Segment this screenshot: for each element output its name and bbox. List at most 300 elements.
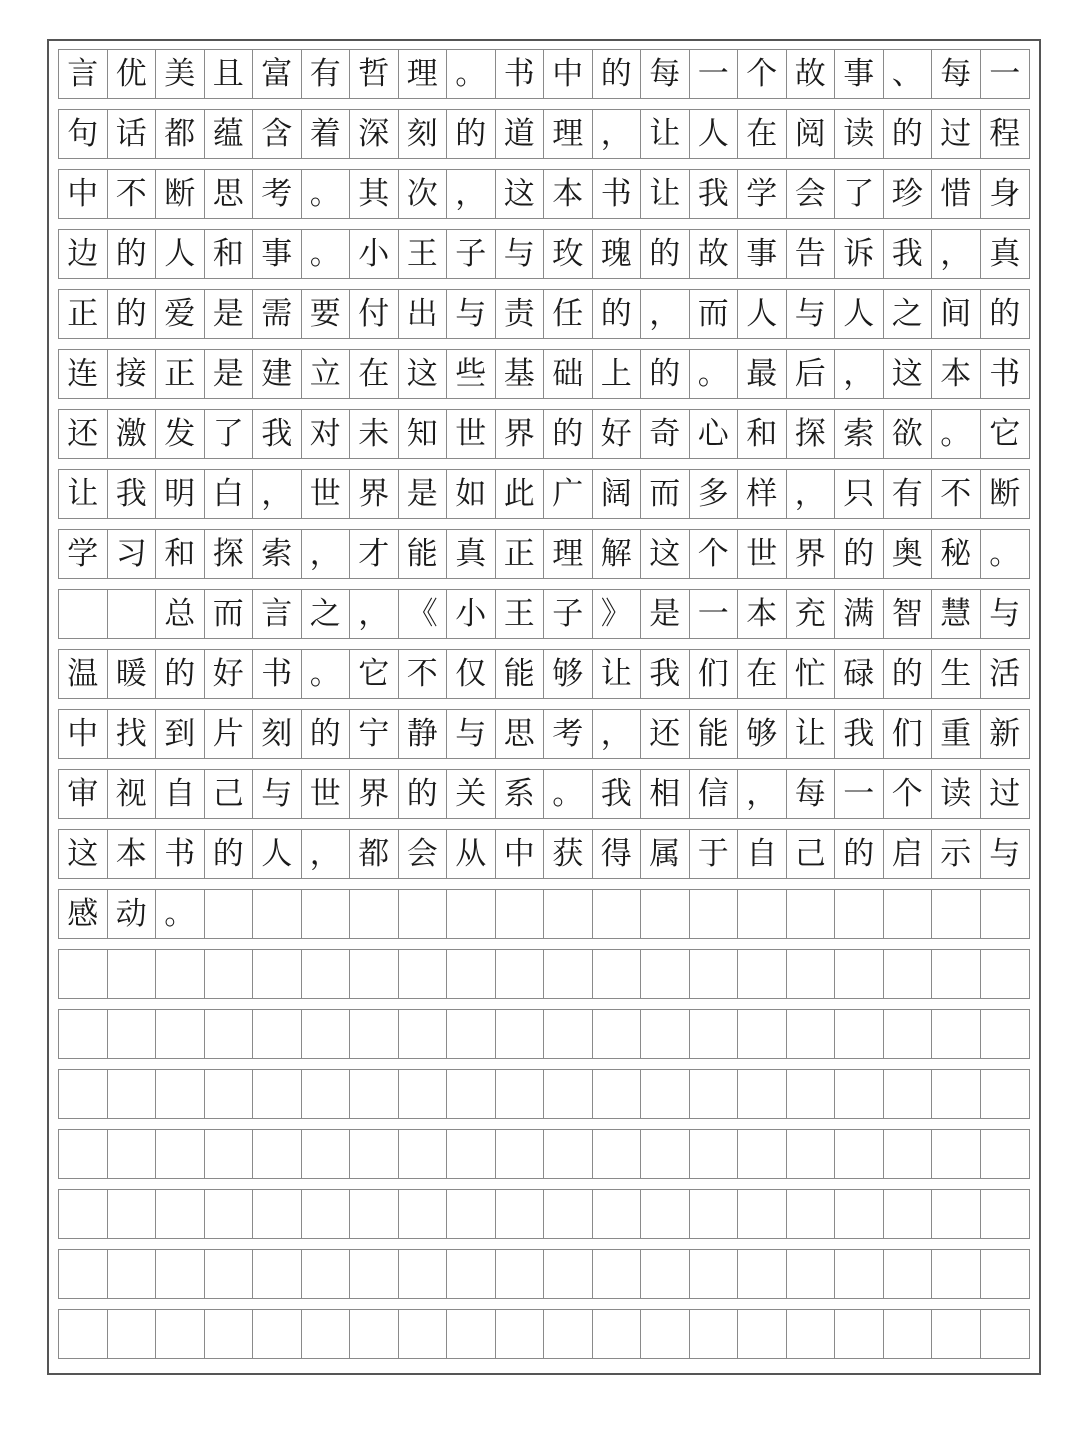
grid-cell — [205, 950, 254, 998]
grid-cell: 己 — [787, 830, 836, 878]
grid-cell: 智 — [884, 590, 933, 638]
grid-cell: 与 — [447, 290, 496, 338]
grid-cell: 生 — [932, 650, 981, 698]
grid-cell: 。 — [989, 535, 1021, 572]
grid-cell: 让 — [641, 170, 690, 218]
grid-cell: 不 — [399, 650, 448, 698]
grid-cell: 这 — [884, 350, 933, 398]
grid-cell: 任 — [544, 290, 593, 338]
grid-cell — [108, 1070, 157, 1118]
grid-cell: 奇 — [641, 410, 690, 458]
grid-cell — [302, 890, 351, 938]
grid-cell — [399, 950, 448, 998]
grid-cell: ， — [738, 770, 787, 818]
grid-cell — [544, 1310, 593, 1358]
grid-cell — [108, 1010, 157, 1058]
grid-cell — [399, 1190, 448, 1238]
grid-cell — [156, 1010, 205, 1058]
grid-cell: 静 — [399, 710, 448, 758]
grid-cell: 和 — [738, 410, 787, 458]
grid-cell — [447, 1070, 496, 1118]
grid-cell — [205, 1010, 254, 1058]
grid-cell — [738, 1250, 787, 1298]
grid-cell: 》 — [593, 590, 642, 638]
grid-cell — [932, 1310, 981, 1358]
grid-cell: ， — [253, 470, 302, 518]
grid-cell — [884, 1070, 933, 1118]
grid-cell — [447, 1190, 496, 1238]
grid-cell: 和 — [156, 530, 205, 578]
grid-row — [58, 709, 1030, 759]
grid-cell — [156, 1310, 205, 1358]
grid-cell — [205, 1250, 254, 1298]
grid-cell: 这 — [641, 530, 690, 578]
grid-cell: 书 — [989, 355, 1021, 392]
grid-cell: 些 — [447, 350, 496, 398]
grid-cell — [350, 1310, 399, 1358]
grid-cell: 过 — [989, 775, 1021, 812]
grid-cell — [544, 1070, 593, 1118]
grid-cell: 句 — [59, 110, 108, 158]
grid-cell: 探 — [205, 530, 254, 578]
grid-cell — [787, 1130, 836, 1178]
grid-cell: 事 — [253, 230, 302, 278]
grid-cell: 到 — [156, 710, 205, 758]
grid-cell: ， — [787, 470, 836, 518]
grid-cell: 言 — [253, 590, 302, 638]
grid-cell: 自 — [738, 830, 787, 878]
grid-cell: 己 — [205, 770, 254, 818]
grid-cell — [787, 1010, 836, 1058]
grid-cell: 理 — [399, 50, 448, 98]
grid-cell — [350, 1250, 399, 1298]
grid-cell: 过 — [932, 110, 981, 158]
grid-cell: 中 — [544, 50, 593, 98]
grid-cell — [835, 1130, 884, 1178]
grid-cell: 含 — [253, 110, 302, 158]
grid-cell: 后 — [787, 350, 836, 398]
grid-cell — [787, 1190, 836, 1238]
grid-cell — [544, 1130, 593, 1178]
grid-cell — [641, 1070, 690, 1118]
grid-cell — [690, 950, 739, 998]
grid-cell: 相 — [641, 770, 690, 818]
grid-cell — [253, 950, 302, 998]
grid-cell: 故 — [787, 50, 836, 98]
grid-cell: 最 — [738, 350, 787, 398]
grid-cell: ， — [835, 350, 884, 398]
grid-cell: 理 — [544, 530, 593, 578]
grid-cell: 每 — [787, 770, 836, 818]
grid-cell: 让 — [787, 710, 836, 758]
grid-cell — [932, 1070, 981, 1118]
grid-cell — [447, 950, 496, 998]
grid-cell — [641, 1130, 690, 1178]
grid-cell: 出 — [399, 290, 448, 338]
grid-cell: 与 — [447, 710, 496, 758]
grid-cell: 其 — [350, 170, 399, 218]
grid-cell — [981, 1310, 1030, 1358]
grid-cell: 言 — [59, 50, 108, 98]
grid-cell: 能 — [690, 710, 739, 758]
grid-cell: 书 — [253, 650, 302, 698]
grid-cell — [981, 950, 1030, 998]
grid-cell: 一 — [690, 50, 739, 98]
grid-cell: 事 — [835, 50, 884, 98]
grid-cell: 够 — [738, 710, 787, 758]
grid-cell: 充 — [787, 590, 836, 638]
grid-cell: 启 — [884, 830, 933, 878]
grid-cell — [738, 890, 787, 938]
grid-cell — [59, 1010, 108, 1058]
grid-cell: 获 — [544, 830, 593, 878]
grid-cell: 我 — [641, 650, 690, 698]
grid-cell: 审 — [59, 770, 108, 818]
grid-cell: 才 — [350, 530, 399, 578]
grid-cell: 在 — [738, 110, 787, 158]
grid-cell — [156, 1070, 205, 1118]
grid-cell: 本 — [738, 590, 787, 638]
grid-cell: 界 — [350, 470, 399, 518]
grid-cell — [108, 1250, 157, 1298]
grid-cell: 多 — [690, 470, 739, 518]
grid-cell: 的 — [544, 410, 593, 458]
grid-cell: 断 — [156, 170, 205, 218]
grid-cell — [496, 890, 545, 938]
grid-cell: 学 — [738, 170, 787, 218]
grid-row — [58, 1009, 1030, 1059]
grid-cell — [884, 890, 933, 938]
grid-cell: 思 — [496, 710, 545, 758]
grid-cell: 样 — [738, 470, 787, 518]
grid-cell: 一 — [989, 55, 1021, 92]
grid-cell: 广 — [544, 470, 593, 518]
grid-cell — [253, 1310, 302, 1358]
grid-cell: 属 — [641, 830, 690, 878]
grid-cell: 。 — [932, 410, 981, 458]
grid-cell: 付 — [350, 290, 399, 338]
grid-cell: 阔 — [593, 470, 642, 518]
grid-cell — [593, 1310, 642, 1358]
grid-cell: 碌 — [835, 650, 884, 698]
grid-cell — [738, 1070, 787, 1118]
grid-cell — [496, 1010, 545, 1058]
grid-cell: 白 — [205, 470, 254, 518]
grid-row — [58, 169, 1030, 219]
grid-cell: 温 — [59, 650, 108, 698]
grid-cell: 而 — [641, 470, 690, 518]
grid-cell: 让 — [59, 470, 108, 518]
grid-cell: 探 — [787, 410, 836, 458]
grid-cell — [593, 950, 642, 998]
grid-cell — [302, 1070, 351, 1118]
grid-cell — [835, 1070, 884, 1118]
grid-cell: 。 — [447, 50, 496, 98]
grid-cell: 书 — [496, 50, 545, 98]
grid-cell: 了 — [835, 170, 884, 218]
grid-cell: 断 — [989, 475, 1021, 512]
grid-cell: 王 — [496, 590, 545, 638]
grid-cell: 阅 — [787, 110, 836, 158]
grid-cell — [738, 1310, 787, 1358]
grid-cell — [641, 950, 690, 998]
grid-cell — [253, 890, 302, 938]
grid-cell: 接 — [108, 350, 157, 398]
grid-cell — [108, 1130, 157, 1178]
grid-cell — [787, 1250, 836, 1298]
grid-cell: 在 — [738, 650, 787, 698]
grid-cell: 诉 — [835, 230, 884, 278]
grid-row — [58, 49, 1030, 99]
grid-cell — [253, 1010, 302, 1058]
grid-cell: 们 — [884, 710, 933, 758]
grid-cell — [302, 1250, 351, 1298]
grid-row — [58, 949, 1030, 999]
grid-cell: ， — [302, 530, 351, 578]
grid-cell: 立 — [302, 350, 351, 398]
grid-cell — [205, 890, 254, 938]
grid-cell — [447, 1250, 496, 1298]
grid-cell: 。 — [302, 230, 351, 278]
grid-cell: 个 — [884, 770, 933, 818]
grid-cell: 着 — [302, 110, 351, 158]
grid-cell: 真 — [989, 235, 1021, 272]
grid-cell — [835, 890, 884, 938]
grid-cell — [738, 1130, 787, 1178]
grid-cell: 人 — [738, 290, 787, 338]
grid-cell: 新 — [989, 715, 1021, 752]
grid-cell — [835, 1010, 884, 1058]
grid-cell: 需 — [253, 290, 302, 338]
grid-cell: 个 — [690, 530, 739, 578]
grid-cell: 上 — [593, 350, 642, 398]
grid-cell: 未 — [350, 410, 399, 458]
grid-cell — [593, 890, 642, 938]
grid-cell: 正 — [156, 350, 205, 398]
grid-cell: 与 — [787, 290, 836, 338]
grid-cell: 信 — [690, 770, 739, 818]
grid-cell: 的 — [399, 770, 448, 818]
grid-cell — [932, 950, 981, 998]
grid-cell: 正 — [496, 530, 545, 578]
grid-cell: 找 — [108, 710, 157, 758]
grid-cell: 动 — [108, 890, 157, 938]
grid-cell: 我 — [593, 770, 642, 818]
grid-cell: 的 — [593, 50, 642, 98]
grid-cell: 这 — [399, 350, 448, 398]
grid-cell: 身 — [989, 175, 1021, 212]
grid-cell: 责 — [496, 290, 545, 338]
grid-cell — [496, 1190, 545, 1238]
grid-cell: 每 — [641, 50, 690, 98]
grid-cell — [884, 1130, 933, 1178]
grid-cell: 小 — [350, 230, 399, 278]
grid-cell: 这 — [496, 170, 545, 218]
grid-cell: 学 — [59, 530, 108, 578]
grid-cell: 而 — [690, 290, 739, 338]
grid-cell: 中 — [496, 830, 545, 878]
grid-cell: 界 — [496, 410, 545, 458]
grid-cell — [932, 1130, 981, 1178]
grid-row — [58, 1249, 1030, 1299]
grid-cell — [205, 1310, 254, 1358]
grid-cell — [981, 1130, 1030, 1178]
grid-row — [58, 289, 1030, 339]
grid-cell: 满 — [835, 590, 884, 638]
grid-cell — [59, 1190, 108, 1238]
grid-cell: 人 — [835, 290, 884, 338]
grid-row — [58, 349, 1030, 399]
grid-cell — [399, 890, 448, 938]
grid-row — [58, 889, 1030, 939]
grid-cell: 道 — [496, 110, 545, 158]
grid-cell: 系 — [496, 770, 545, 818]
grid-cell: 关 — [447, 770, 496, 818]
grid-cell: 程 — [989, 115, 1021, 152]
grid-cell: 王 — [399, 230, 448, 278]
grid-cell — [641, 1190, 690, 1238]
grid-cell — [884, 950, 933, 998]
grid-cell — [302, 1190, 351, 1238]
grid-cell — [496, 1310, 545, 1358]
grid-cell — [690, 1310, 739, 1358]
grid-cell: 的 — [884, 110, 933, 158]
grid-cell: 发 — [156, 410, 205, 458]
grid-cell: 边 — [59, 230, 108, 278]
grid-cell — [981, 890, 1030, 938]
grid-cell: 都 — [156, 110, 205, 158]
grid-cell: 础 — [544, 350, 593, 398]
grid-cell — [835, 950, 884, 998]
grid-cell: 。 — [302, 170, 351, 218]
grid-cell — [59, 1130, 108, 1178]
grid-cell: 。 — [690, 350, 739, 398]
grid-cell — [884, 1190, 933, 1238]
grid-cell: 的 — [108, 230, 157, 278]
grid-cell: 视 — [108, 770, 157, 818]
grid-cell: 之 — [884, 290, 933, 338]
grid-cell: 有 — [302, 50, 351, 98]
grid-cell — [496, 1070, 545, 1118]
grid-cell — [156, 1130, 205, 1178]
grid-cell: ， — [447, 170, 496, 218]
grid-cell: 中 — [59, 710, 108, 758]
grid-cell: 连 — [59, 350, 108, 398]
grid-cell: 还 — [59, 410, 108, 458]
grid-cell — [690, 1190, 739, 1238]
grid-cell: 们 — [690, 650, 739, 698]
grid-cell — [59, 1250, 108, 1298]
grid-cell: 故 — [690, 230, 739, 278]
grid-cell: 瑰 — [593, 230, 642, 278]
grid-cell — [738, 1190, 787, 1238]
grid-cell: 考 — [253, 170, 302, 218]
grid-cell: 世 — [302, 770, 351, 818]
grid-cell — [932, 1190, 981, 1238]
grid-cell: 正 — [59, 290, 108, 338]
grid-cell: 秘 — [932, 530, 981, 578]
grid-cell: 忙 — [787, 650, 836, 698]
writing-grid — [58, 49, 1030, 1369]
grid-cell: 本 — [544, 170, 593, 218]
grid-cell: ， — [641, 290, 690, 338]
grid-cell — [884, 1010, 933, 1058]
grid-cell: 真 — [447, 530, 496, 578]
grid-cell: 与 — [989, 595, 1021, 632]
grid-cell — [447, 1130, 496, 1178]
grid-cell: 此 — [496, 470, 545, 518]
grid-cell: 明 — [156, 470, 205, 518]
grid-cell — [253, 1070, 302, 1118]
grid-cell: 读 — [932, 770, 981, 818]
grid-cell: 它 — [350, 650, 399, 698]
grid-row — [58, 589, 1030, 639]
grid-cell: 是 — [399, 470, 448, 518]
grid-cell: 书 — [156, 830, 205, 878]
grid-cell: 让 — [593, 650, 642, 698]
grid-cell: 能 — [399, 530, 448, 578]
grid-cell: 事 — [738, 230, 787, 278]
grid-cell: 惜 — [932, 170, 981, 218]
grid-cell — [932, 1010, 981, 1058]
grid-cell: 得 — [593, 830, 642, 878]
grid-cell: 话 — [108, 110, 157, 158]
grid-cell — [496, 1250, 545, 1298]
grid-cell: 子 — [447, 230, 496, 278]
grid-cell — [738, 950, 787, 998]
grid-cell: 要 — [302, 290, 351, 338]
grid-cell: 让 — [641, 110, 690, 158]
grid-cell: 的 — [835, 830, 884, 878]
grid-cell: 够 — [544, 650, 593, 698]
grid-cell: 的 — [156, 650, 205, 698]
grid-cell — [544, 950, 593, 998]
grid-cell: 的 — [884, 650, 933, 698]
grid-row — [58, 1129, 1030, 1179]
grid-cell: 自 — [156, 770, 205, 818]
grid-cell — [253, 1130, 302, 1178]
grid-cell: 的 — [641, 350, 690, 398]
grid-cell — [205, 1070, 254, 1118]
grid-cell: 索 — [835, 410, 884, 458]
grid-cell — [981, 1070, 1030, 1118]
grid-cell — [447, 890, 496, 938]
grid-row — [58, 1069, 1030, 1119]
grid-cell: 中 — [59, 170, 108, 218]
grid-cell: 与 — [253, 770, 302, 818]
grid-cell — [981, 1010, 1030, 1058]
grid-cell: 我 — [253, 410, 302, 458]
grid-cell: 刻 — [253, 710, 302, 758]
grid-cell: 的 — [302, 710, 351, 758]
grid-cell — [787, 890, 836, 938]
grid-cell — [544, 890, 593, 938]
grid-cell: 知 — [399, 410, 448, 458]
grid-cell: 会 — [399, 830, 448, 878]
grid-cell: 活 — [989, 655, 1021, 692]
grid-cell: 了 — [205, 410, 254, 458]
grid-row — [58, 229, 1030, 279]
grid-cell: 片 — [205, 710, 254, 758]
grid-cell: 。 — [302, 650, 351, 698]
grid-cell: 对 — [302, 410, 351, 458]
grid-cell — [932, 1250, 981, 1298]
grid-cell — [544, 1010, 593, 1058]
grid-cell: 读 — [835, 110, 884, 158]
grid-cell: 界 — [350, 770, 399, 818]
grid-cell: 如 — [447, 470, 496, 518]
grid-cell: ， — [593, 710, 642, 758]
